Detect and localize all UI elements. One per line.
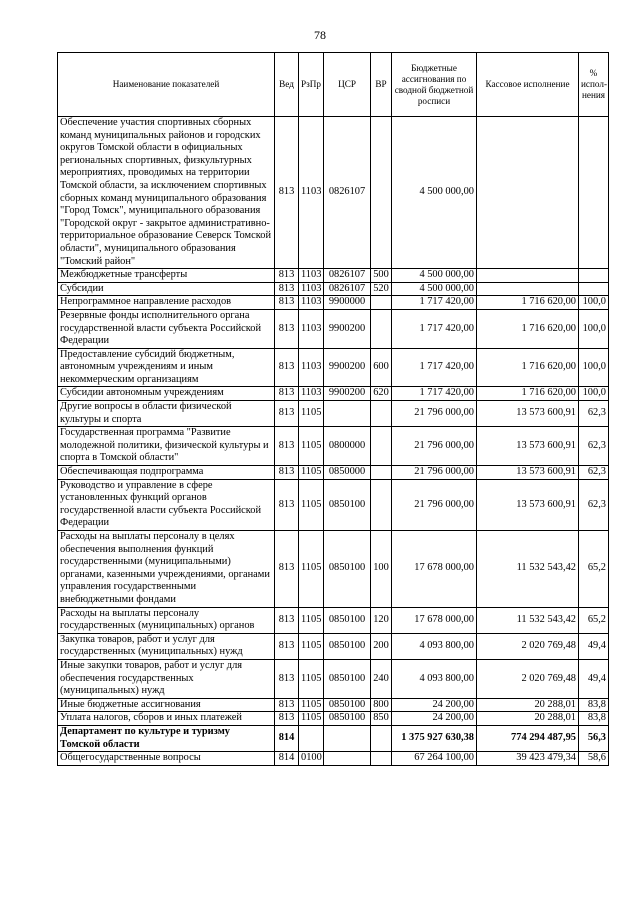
cell-budget: 4 500 000,00 [392, 269, 477, 283]
cell-rzpr: 1105 [299, 466, 324, 480]
cell-vr: 620 [371, 387, 392, 401]
cell-ved: 813 [275, 117, 299, 269]
cell-percent: 83,8 [579, 712, 609, 726]
cell-ved: 813 [275, 479, 299, 530]
cell-ved: 813 [275, 607, 299, 633]
cell-ved: 813 [275, 531, 299, 608]
cell-cash: 11 532 543,42 [477, 607, 579, 633]
table-row [58, 752, 609, 766]
cell-rzpr: 1105 [299, 479, 324, 530]
cell-vr: 800 [371, 698, 392, 712]
cell-budget: 1 717 420,00 [392, 309, 477, 348]
cell-vr [371, 117, 392, 269]
cell-csr: 0850100 [324, 698, 371, 712]
cell-name: Обеспечивающая подпрограмма [58, 466, 275, 480]
cell-vr [371, 725, 392, 751]
cell-percent: 62,3 [579, 401, 609, 427]
cell-ved: 813 [275, 698, 299, 712]
cell-name: Общегосударственные вопросы [58, 752, 275, 766]
cell-rzpr: 0100 [299, 752, 324, 766]
table-row [58, 698, 609, 712]
cell-name: Обеспечение участия спортивных сборных команд муниципальных районов и городских округов Томской области в официальных региональных спортивных, физкультурных мероприятиях, проводимых на территории Томской области, за исключением спортивных сборных команд муниципального образования "Город Томск", муниципального образования "Городской округ - закрытое административно-территориальное образование Северск Томской области", муниципального образования "Томский район" [58, 117, 275, 269]
header-cash: Кассовое исполнение [477, 53, 579, 117]
cell-cash [477, 282, 579, 296]
cell-rzpr: 1103 [299, 348, 324, 387]
cell-percent: 56,3 [579, 725, 609, 751]
table-header-row [58, 53, 609, 117]
cell-vr: 100 [371, 531, 392, 608]
cell-budget: 4 500 000,00 [392, 282, 477, 296]
cell-vr [371, 479, 392, 530]
cell-cash: 1 716 620,00 [477, 387, 579, 401]
cell-vr: 120 [371, 607, 392, 633]
cell-ved: 813 [275, 296, 299, 310]
cell-csr [324, 401, 371, 427]
cell-budget: 1 717 420,00 [392, 296, 477, 310]
cell-csr: 0850100 [324, 659, 371, 698]
cell-name: Департамент по культуре и туризму Томской области [58, 725, 275, 751]
table-row [58, 466, 609, 480]
cell-ved: 813 [275, 427, 299, 466]
header-name: Наименование показателей [58, 53, 275, 117]
cell-cash: 11 532 543,42 [477, 531, 579, 608]
cell-vr [371, 752, 392, 766]
cell-csr [324, 752, 371, 766]
cell-ved: 813 [275, 712, 299, 726]
cell-cash: 774 294 487,95 [477, 725, 579, 751]
cell-ved: 813 [275, 309, 299, 348]
cell-vr: 850 [371, 712, 392, 726]
cell-budget: 4 093 800,00 [392, 633, 477, 659]
cell-name: Руководство и управление в сфере установленных функций органов государственной власти субъекта Российской Федерации [58, 479, 275, 530]
cell-ved: 813 [275, 633, 299, 659]
cell-percent: 100,0 [579, 348, 609, 387]
cell-csr: 0826107 [324, 282, 371, 296]
cell-percent: 65,2 [579, 607, 609, 633]
cell-csr: 0850100 [324, 479, 371, 530]
cell-budget: 21 796 000,00 [392, 427, 477, 466]
cell-vr [371, 427, 392, 466]
table-row [58, 348, 609, 387]
cell-percent: 49,4 [579, 659, 609, 698]
table-row [58, 659, 609, 698]
table-row [58, 607, 609, 633]
cell-vr [371, 296, 392, 310]
table-row [58, 296, 609, 310]
table-row [58, 633, 609, 659]
cell-ved: 813 [275, 401, 299, 427]
cell-budget: 1 375 927 630,38 [392, 725, 477, 751]
cell-rzpr: 1103 [299, 296, 324, 310]
cell-rzpr: 1103 [299, 309, 324, 348]
cell-vr [371, 401, 392, 427]
cell-vr: 600 [371, 348, 392, 387]
cell-rzpr: 1105 [299, 698, 324, 712]
cell-percent: 65,2 [579, 531, 609, 608]
cell-csr: 9900200 [324, 309, 371, 348]
cell-name: Непрограммное направление расходов [58, 296, 275, 310]
cell-vr [371, 466, 392, 480]
header-csr: ЦСР [324, 53, 371, 117]
header-ved: Вед [275, 53, 299, 117]
cell-rzpr: 1105 [299, 659, 324, 698]
cell-rzpr: 1105 [299, 712, 324, 726]
cell-vr: 520 [371, 282, 392, 296]
cell-csr: 0850000 [324, 466, 371, 480]
cell-cash: 1 716 620,00 [477, 309, 579, 348]
header-rzpr: РзПр [299, 53, 324, 117]
cell-cash: 13 573 600,91 [477, 401, 579, 427]
cell-cash: 13 573 600,91 [477, 466, 579, 480]
cell-rzpr: 1105 [299, 633, 324, 659]
cell-vr: 500 [371, 269, 392, 283]
cell-cash: 20 288,01 [477, 712, 579, 726]
cell-csr: 0850100 [324, 712, 371, 726]
table-row [58, 725, 609, 751]
cell-budget: 1 717 420,00 [392, 348, 477, 387]
cell-cash: 1 716 620,00 [477, 348, 579, 387]
cell-cash [477, 117, 579, 269]
cell-budget: 1 717 420,00 [392, 387, 477, 401]
cell-name: Расходы на выплаты персоналу в целях обеспечения выполнения функций государственными (муниципальными) органами, казенными учреждениями, органами управления государственными внебюджетными фондами [58, 531, 275, 608]
cell-cash: 39 423 479,34 [477, 752, 579, 766]
cell-percent: 62,3 [579, 427, 609, 466]
cell-rzpr: 1105 [299, 531, 324, 608]
table-row [58, 117, 609, 269]
cell-percent [579, 269, 609, 283]
cell-csr: 0800000 [324, 427, 371, 466]
cell-cash: 1 716 620,00 [477, 296, 579, 310]
cell-name: Расходы на выплаты персоналу государственных (муниципальных) органов [58, 607, 275, 633]
cell-rzpr: 1105 [299, 427, 324, 466]
cell-vr [371, 309, 392, 348]
cell-rzpr [299, 725, 324, 751]
cell-csr: 0850100 [324, 607, 371, 633]
cell-csr: 9900200 [324, 387, 371, 401]
cell-name: Иные бюджетные ассигнования [58, 698, 275, 712]
cell-name: Межбюджетные трансферты [58, 269, 275, 283]
cell-ved: 814 [275, 752, 299, 766]
cell-cash: 2 020 769,48 [477, 633, 579, 659]
cell-cash: 13 573 600,91 [477, 427, 579, 466]
table-row [58, 269, 609, 283]
cell-rzpr: 1105 [299, 401, 324, 427]
cell-name: Субсидии [58, 282, 275, 296]
cell-vr: 240 [371, 659, 392, 698]
cell-vr: 200 [371, 633, 392, 659]
cell-cash: 2 020 769,48 [477, 659, 579, 698]
table-row [58, 712, 609, 726]
cell-ved: 813 [275, 659, 299, 698]
cell-ved: 813 [275, 466, 299, 480]
cell-name: Предоставление субсидий бюджетным, автономным учреждениям и иным некоммерческим организациям [58, 348, 275, 387]
cell-percent: 49,4 [579, 633, 609, 659]
cell-rzpr: 1103 [299, 282, 324, 296]
cell-percent: 62,3 [579, 479, 609, 530]
cell-csr: 0826107 [324, 269, 371, 283]
cell-name: Субсидии автономным учреждениям [58, 387, 275, 401]
table-row [58, 401, 609, 427]
cell-name: Иные закупки товаров, работ и услуг для обеспечения государственных (муниципальных) нужд [58, 659, 275, 698]
page-number: 78 [314, 28, 326, 42]
cell-ved: 813 [275, 387, 299, 401]
cell-budget: 67 264 100,00 [392, 752, 477, 766]
cell-csr: 0826107 [324, 117, 371, 269]
cell-budget: 4 500 000,00 [392, 117, 477, 269]
cell-budget: 17 678 000,00 [392, 531, 477, 608]
cell-percent [579, 282, 609, 296]
table-row [58, 479, 609, 530]
cell-rzpr: 1103 [299, 269, 324, 283]
cell-ved: 814 [275, 725, 299, 751]
header-budget: Бюджетные ассигнования по сводной бюджетной росписи [392, 53, 477, 117]
cell-name: Государственная программа "Развитие молодежной политики, физической культуры и спорта в Томской области" [58, 427, 275, 466]
cell-csr: 9900000 [324, 296, 371, 310]
cell-ved: 813 [275, 269, 299, 283]
cell-percent [579, 117, 609, 269]
cell-name: Резервные фонды исполнительного органа государственной власти субъекта Российской Федерации [58, 309, 275, 348]
cell-rzpr: 1103 [299, 387, 324, 401]
cell-cash [477, 269, 579, 283]
cell-percent: 100,0 [579, 387, 609, 401]
table-row [58, 309, 609, 348]
header-vr: ВР [371, 53, 392, 117]
cell-ved: 813 [275, 282, 299, 296]
cell-ved: 813 [275, 348, 299, 387]
cell-name: Другие вопросы в области физической культуры и спорта [58, 401, 275, 427]
cell-budget: 21 796 000,00 [392, 466, 477, 480]
table-row [58, 282, 609, 296]
cell-csr: 0850100 [324, 633, 371, 659]
budget-execution-table [57, 52, 609, 766]
cell-percent: 83,8 [579, 698, 609, 712]
cell-rzpr: 1103 [299, 117, 324, 269]
cell-cash: 20 288,01 [477, 698, 579, 712]
header-percent: % испол-нения [579, 53, 609, 117]
table-row [58, 387, 609, 401]
cell-csr: 0850100 [324, 531, 371, 608]
cell-budget: 4 093 800,00 [392, 659, 477, 698]
cell-budget: 17 678 000,00 [392, 607, 477, 633]
cell-budget: 21 796 000,00 [392, 401, 477, 427]
cell-percent: 58,6 [579, 752, 609, 766]
cell-budget: 21 796 000,00 [392, 479, 477, 530]
cell-name: Уплата налогов, сборов и иных платежей [58, 712, 275, 726]
cell-csr: 9900200 [324, 348, 371, 387]
cell-name: Закупка товаров, работ и услуг для государственных (муниципальных) нужд [58, 633, 275, 659]
cell-rzpr: 1105 [299, 607, 324, 633]
cell-percent: 100,0 [579, 309, 609, 348]
table-row [58, 427, 609, 466]
cell-budget: 24 200,00 [392, 698, 477, 712]
cell-cash: 13 573 600,91 [477, 479, 579, 530]
cell-percent: 100,0 [579, 296, 609, 310]
cell-percent: 62,3 [579, 466, 609, 480]
table-row [58, 531, 609, 608]
cell-csr [324, 725, 371, 751]
cell-budget: 24 200,00 [392, 712, 477, 726]
